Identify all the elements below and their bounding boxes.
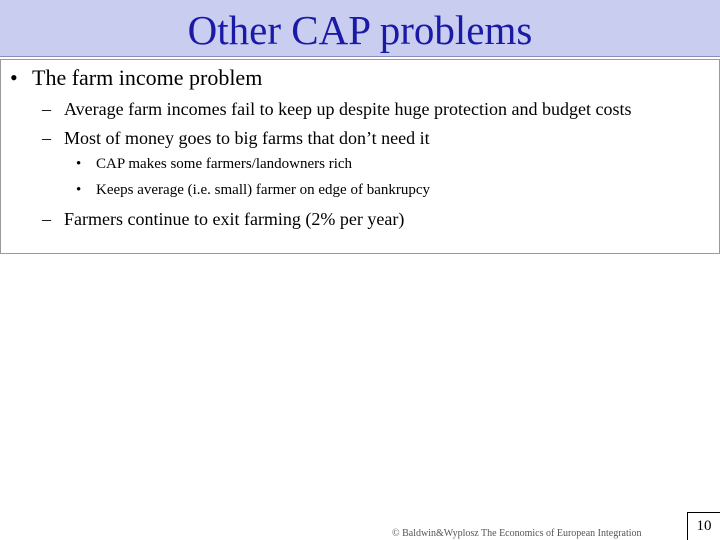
bullet-marker: • <box>10 65 18 90</box>
page-number: 10 <box>687 512 720 540</box>
sub-bullet-text: Farmers continue to exit farming (2% per year) <box>64 209 405 229</box>
sub-bullet-item <box>42 127 430 149</box>
sub-sub-bullet-item <box>76 181 430 199</box>
bullet-text: The farm income problem <box>32 65 263 90</box>
dash-marker: – <box>42 209 51 229</box>
sub-sub-bullet-text: CAP makes some farmers/landowners rich <box>96 156 353 172</box>
slide-title: Other CAP problems <box>187 7 533 53</box>
sub-bullet-item <box>42 98 631 120</box>
sub-bullet-text: Most of money goes to big farms that don’t need it <box>64 128 430 148</box>
dash-marker: – <box>42 99 51 119</box>
title-bar <box>0 0 720 57</box>
sub-bullet-item <box>42 208 404 230</box>
bullet-item <box>10 65 262 91</box>
dash-marker: – <box>42 128 51 148</box>
bullet-marker: • <box>76 182 82 198</box>
sub-sub-bullet-item <box>76 155 352 173</box>
bullet-marker: • <box>76 156 82 172</box>
sub-bullet-text: Average farm incomes fail to keep up despite huge protection and budget costs <box>64 99 632 119</box>
footer-credit: © Baldwin&Wyplosz The Economics of European Integration <box>392 528 642 539</box>
sub-sub-bullet-text: Keeps average (i.e. small) farmer on edge of bankrupcy <box>96 182 431 198</box>
